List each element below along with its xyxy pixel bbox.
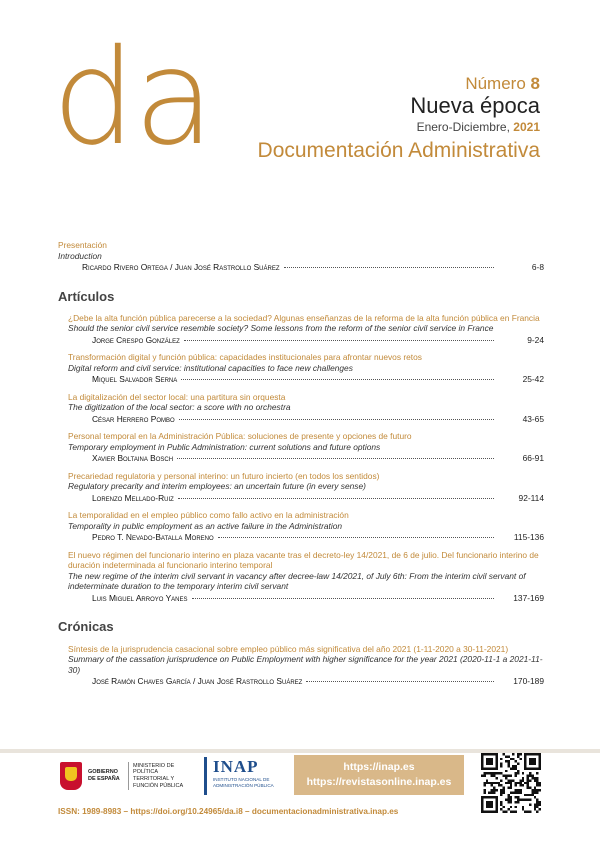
entry-pages: 115-136 [513, 532, 544, 543]
url-box [294, 755, 464, 795]
gobierno-text: GOBIERNO DE ESPAÑA [88, 769, 120, 782]
entry-authors: Miquel Salvador Serna [92, 374, 178, 385]
entry-title[interactable]: Precariedad regulatoria y personal interino: un futuro incierto (en todos los sentidos) [68, 470, 380, 481]
articulos-list [58, 313, 544, 604]
entry-authors: Xavier Boltaina Bosch [92, 453, 174, 464]
url-revistas[interactable]: https://revistasonline.inap.es [306, 776, 452, 788]
issue-date: Enero-Diciembre, 2021 [416, 120, 540, 135]
toc-entry-presentacion [58, 240, 544, 273]
entry-title[interactable]: Presentación [58, 240, 107, 250]
issue-header [258, 74, 540, 163]
entry-authors-line [58, 262, 544, 273]
dot-leader [192, 598, 494, 599]
entry-authors: Ricardo Rivero Ortega / Juan José Rastrollo Suárez [82, 262, 280, 272]
ministerio-text: MINISTERIO DE POLÍTICA TERRITORIAL Y FUNCIÓN PÚBLICA [133, 762, 184, 789]
entry-subtitle: The digitization of the local sector: a score with no orchestra [68, 402, 291, 413]
toc-entry [58, 644, 544, 687]
inap-acronym: INAP [213, 757, 259, 776]
toc-entry [58, 313, 544, 346]
entry-pages: 9-24 [527, 334, 544, 345]
da-logo: da [52, 21, 213, 175]
entry-title[interactable]: ¿Debe la alta función pública parecerse a la sociedad? Algunas enseñanzas de la reforma de la alta función pública en Francia [68, 312, 540, 323]
entry-pages: 66-91 [522, 453, 544, 464]
entry-authors: Pedro T. Nevado-Batalla Moreno [92, 532, 214, 543]
inap-fullname: INSTITUTO NACIONAL DE ADMINISTRACIÓN PÚBLICA [213, 777, 274, 788]
dot-leader [284, 267, 495, 268]
entry-authors-line [68, 335, 544, 346]
dot-leader [184, 340, 494, 341]
entry-authors-line [68, 414, 544, 425]
entry-title[interactable]: La digitalización del sector local: una partitura sin orquesta [68, 391, 286, 402]
entry-subtitle: Should the senior civil service resemble society? Some lessons from the reform of the senior civil service in France [68, 323, 494, 334]
entry-subtitle: Summary of the cassation jurisprudence on Public Employment with higher significance for the year 2021 (2020-11-1 a 2021-11-30) [68, 654, 543, 675]
entry-title[interactable]: El nuevo régimen del funcionario interino en plaza vacante tras el decreto-ley 14/2021, de 6 de julio. Del funcionario interino de duración indeterminada al funcionario interino temporal [68, 549, 539, 571]
toc-entry [58, 550, 544, 604]
gobierno-logo[interactable] [60, 757, 202, 795]
entry-authors: Jorge Crespo González [92, 334, 180, 345]
issn-line: ISSN: 1989-8983 – https://doi.org/10.24965/da.i8 – documentacionadministrativa.inap.es [58, 807, 399, 816]
entry-title[interactable]: Personal temporal en la Administración Pública: soluciones de presente y opciones de futuro [68, 431, 412, 442]
entry-title[interactable]: Transformación digital y función pública: capacidades institucionales para afrontar nuevos retos [68, 352, 422, 363]
entry-pages: 92-114 [518, 492, 544, 503]
entry-title[interactable]: Síntesis de la jurisprudencia casacional sobre empleo público más significativa del año 2021 (1-11-2020 a 30-11-2021) [68, 643, 509, 654]
qr-code-icon[interactable] [481, 753, 541, 813]
url-inap[interactable]: https://inap.es [343, 761, 415, 773]
entry-title[interactable]: La temporalidad en el empleo público como fallo activo en la administración [68, 510, 349, 521]
entry-authors: Lorenzo Mellado-Ruiz [92, 492, 174, 503]
entry-authors-line [68, 453, 544, 464]
dot-leader [177, 458, 494, 459]
dot-leader [306, 681, 494, 682]
entry-authors: Luis Miguel Arroyo Yanes [92, 592, 188, 603]
dot-leader [181, 379, 494, 380]
section-heading-cronicas: Crónicas [58, 619, 114, 635]
dot-leader [179, 419, 494, 420]
entry-authors-line [68, 593, 544, 604]
entry-authors-line [68, 676, 544, 687]
entry-subtitle: The new regime of the interim civil servant in vacancy after decree-law 14/2021, of July 6th: From the interim civil servant of indeterminate duration to the temporary interim civil servant [68, 570, 526, 592]
entry-subtitle: Temporary employment in Public Administration: current solutions and future options [68, 441, 381, 452]
toc-entry [58, 510, 544, 543]
toc-entry [58, 471, 544, 504]
entry-pages: 170-189 [513, 676, 544, 686]
entry-pages: 137-169 [513, 592, 544, 603]
entry-pages: 25-42 [522, 374, 544, 385]
issue-number: Número 8 [465, 74, 540, 93]
table-of-contents [58, 240, 544, 694]
entry-authors-line [68, 493, 544, 504]
toc-entry [58, 392, 544, 425]
entry-subtitle: Introduction [58, 250, 102, 261]
entry-authors: César Herrero Pombo [92, 413, 175, 424]
issue-epoch: Nueva época [410, 93, 540, 118]
entry-subtitle: Digital reform and civil service: institutional capacities to face new challenges [68, 362, 353, 373]
entry-authors-line [68, 374, 544, 385]
cronicas-list [58, 644, 544, 687]
entry-authors-line [68, 532, 544, 543]
entry-subtitle: Temporality in public employment as an active failure in the Administration [68, 520, 343, 531]
toc-entry [58, 431, 544, 464]
logo-separator [128, 762, 129, 790]
entry-pages: 6-8 [531, 262, 544, 272]
dot-leader [218, 537, 494, 538]
section-heading-articulos: Artículos [58, 288, 115, 304]
dot-leader [178, 498, 494, 499]
toc-entry [58, 352, 544, 385]
entry-authors: José Ramón Chaves García / Juan José Rastrollo Suárez [92, 676, 303, 686]
entry-subtitle: Regulatory precarity and interim employees: an uncertain future (in every sense) [68, 481, 366, 492]
coat-of-arms-icon [60, 762, 82, 790]
journal-title: Documentación Administrativa [257, 139, 540, 163]
inap-logo[interactable] [204, 757, 293, 795]
entry-pages: 43-65 [522, 413, 544, 424]
